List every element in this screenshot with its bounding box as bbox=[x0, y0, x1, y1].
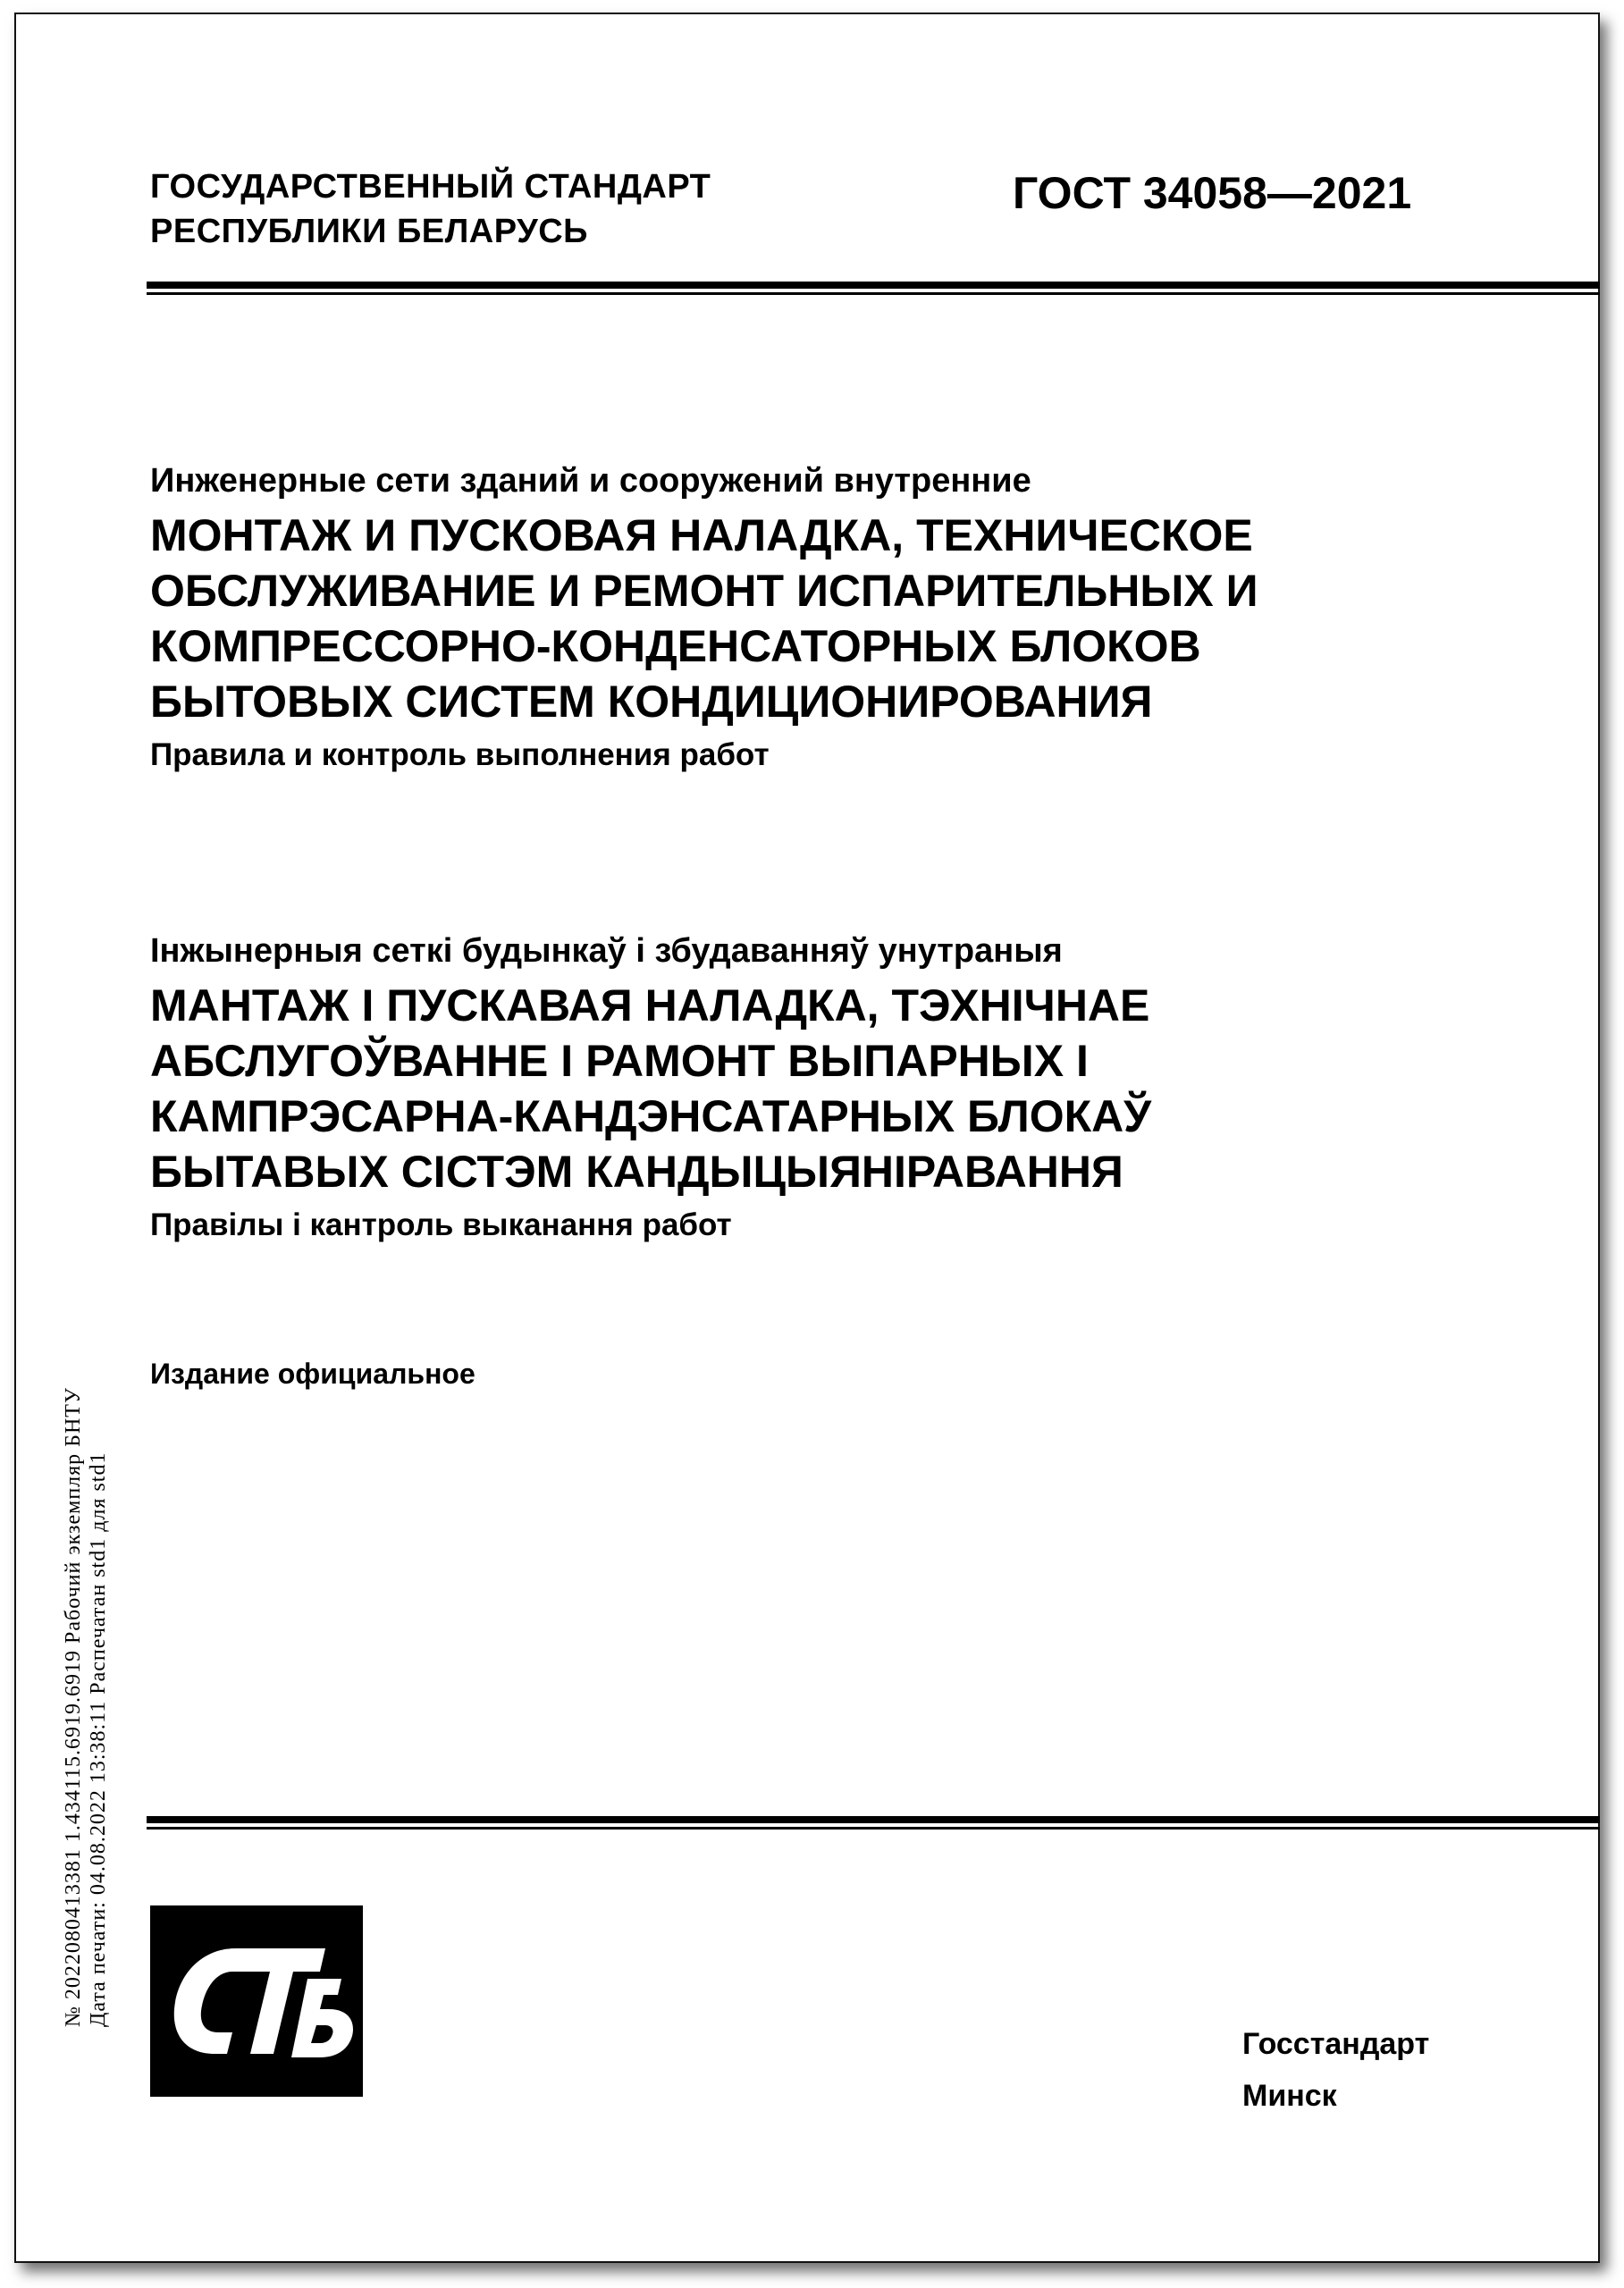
belarusian-title-block bbox=[150, 930, 1151, 1246]
russian-main-title bbox=[150, 508, 1258, 729]
top-divider bbox=[147, 282, 1600, 296]
standard-code: ГОСТ 34058—2021 bbox=[1013, 168, 1412, 218]
publisher-name: Госстандарт bbox=[1242, 2027, 1430, 2061]
russian-tail: Правила и контроль выполнения работ bbox=[150, 737, 770, 772]
print-stamp-line-2: Дата печати: 04.08.2022 13:38:11 Распечатан std1 для std1 bbox=[87, 1451, 110, 2027]
bottom-divider bbox=[147, 1816, 1600, 1830]
russian-subtitle: Инженерные сети зданий и сооружений внутренние bbox=[150, 462, 1031, 500]
russian-title-line: МОНТАЖ И ПУСКОВАЯ НАЛАДКА, ТЕХНИЧЕСКОЕ bbox=[150, 510, 1253, 560]
belarusian-subtitle: Інжынерныя сеткі будынкаў і збудаванняў унутраныя bbox=[150, 932, 1063, 970]
issuer-line-1: ГОСУДАРСТВЕННЫЙ СТАНДАРТ bbox=[150, 168, 711, 206]
issuer-line-2: РЕСПУБЛИКИ БЕЛАРУСЬ bbox=[150, 213, 588, 250]
russian-title-line: ОБСЛУЖИВАНИЕ И РЕМОНТ ИСПАРИТЕЛЬНЫХ И bbox=[150, 566, 1258, 616]
belarusian-title-line: КАМПРЭСАРНА-КАНДЭНСАТАРНЫХ БЛОКАЎ bbox=[150, 1091, 1152, 1141]
publisher-block bbox=[1242, 2018, 1429, 2122]
russian-title-block bbox=[150, 459, 1258, 776]
publisher-city: Минск bbox=[1242, 2079, 1337, 2113]
issuer-heading bbox=[150, 164, 711, 254]
print-stamp bbox=[61, 1387, 111, 2027]
belarusian-title-line: БЫТАВЫХ СІСТЭМ КАНДЫЦЫЯНІРАВАННЯ bbox=[150, 1147, 1123, 1197]
russian-title-line: БЫТОВЫХ СИСТЕМ КОНДИЦИОНИРОВАНИЯ bbox=[150, 677, 1153, 727]
print-stamp-line-1: № 2022080413381 1.434115.6919.6919 Рабочий экземпляр БНТУ bbox=[62, 1387, 85, 2027]
stb-logo bbox=[150, 1905, 363, 2097]
belarusian-title-line: МАНТАЖ І ПУСКАВАЯ НАЛАДКА, ТЭХНІЧНАЕ bbox=[150, 980, 1150, 1030]
belarusian-tail: Правілы і кантроль выканання работ bbox=[150, 1207, 732, 1242]
belarusian-main-title bbox=[150, 978, 1151, 1199]
belarusian-title-line: АБСЛУГОЎВАННЕ І РАМОНТ ВЫПАРНЫХ І bbox=[150, 1036, 1089, 1086]
stb-logo-icon bbox=[150, 1905, 363, 2097]
edition-note: Издание официальное bbox=[150, 1358, 475, 1390]
russian-title-line: КОМПРЕССОРНО-КОНДЕНСАТОРНЫХ БЛОКОВ bbox=[150, 621, 1201, 671]
